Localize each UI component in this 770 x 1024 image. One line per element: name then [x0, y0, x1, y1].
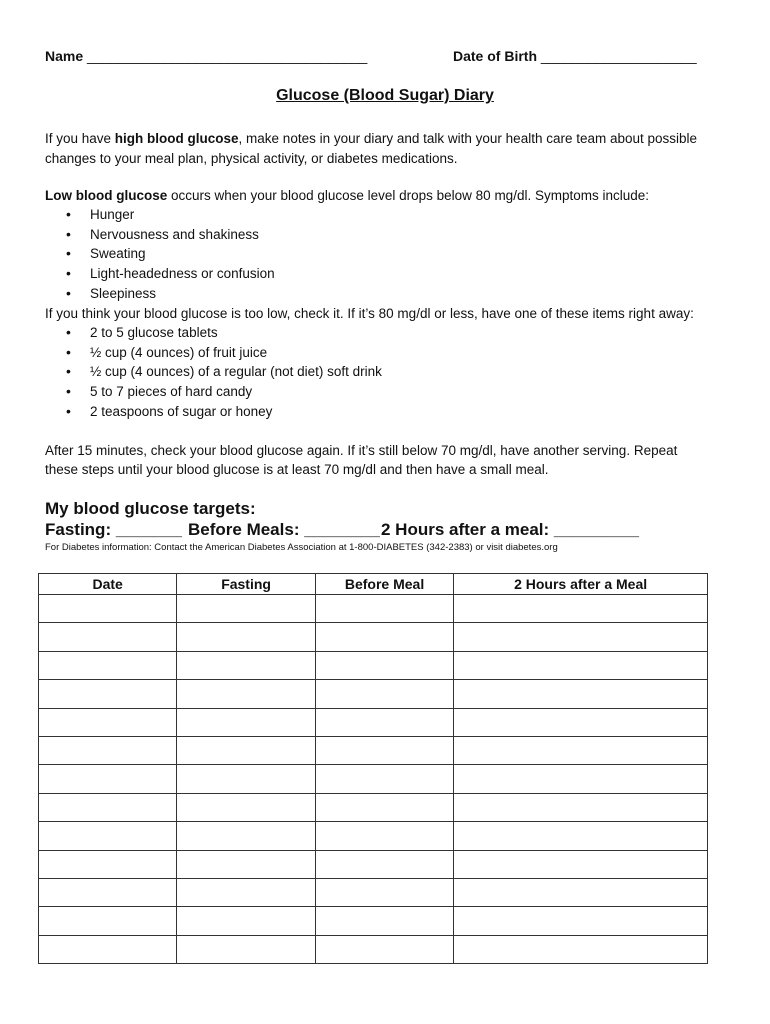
cell-before-meal[interactable]: [315, 708, 453, 736]
table-row: [39, 623, 708, 651]
date-of-birth-field[interactable]: [453, 48, 697, 64]
high-para-pre: If you have: [45, 131, 115, 146]
symptom-item: Hunger: [90, 207, 135, 222]
cell-before-meal[interactable]: [315, 793, 453, 821]
cell-date[interactable]: [39, 680, 177, 708]
cell-date[interactable]: [39, 736, 177, 764]
cell-date[interactable]: [39, 935, 177, 963]
bullet-icon: •: [66, 284, 71, 301]
cell-fasting[interactable]: [177, 736, 315, 764]
cell-fasting[interactable]: [177, 708, 315, 736]
bullet-icon: •: [66, 225, 71, 242]
bullet-icon: •: [66, 324, 71, 340]
name-label: Name: [45, 48, 84, 64]
cell-two-hours-after[interactable]: [454, 736, 708, 764]
cell-before-meal[interactable]: [315, 623, 453, 651]
cell-fasting[interactable]: [177, 595, 315, 623]
cell-before-meal[interactable]: [315, 651, 453, 679]
cell-fasting[interactable]: [177, 793, 315, 821]
glucose-diary-table: [38, 573, 708, 964]
low-para-bold: Low blood glucose: [45, 188, 168, 203]
bullet-icon: •: [66, 343, 71, 360]
cell-fasting[interactable]: [177, 878, 315, 906]
low-glucose-paragraph: [45, 186, 649, 206]
column-header-date: Date: [39, 574, 177, 595]
table-row: [39, 907, 708, 935]
bullet-icon: •: [66, 265, 71, 282]
bullet-icon: •: [66, 402, 71, 419]
cell-before-meal[interactable]: [315, 850, 453, 878]
treatment-item: 2 teaspoons of sugar or honey: [90, 403, 273, 419]
table-row: [39, 680, 708, 708]
bullet-icon: •: [66, 245, 71, 262]
high-para-post: , make notes in your diary and talk with your health care team about possible: [238, 131, 698, 146]
cell-before-meal[interactable]: [315, 935, 453, 963]
cell-fasting[interactable]: [177, 822, 315, 850]
column-header-before-meal: Before Meal: [315, 574, 453, 595]
cell-date[interactable]: [39, 765, 177, 793]
treatment-intro: If you think your blood glucose is too low, check it. If it’s 80 mg/dl or less, have one of these items right away:: [45, 306, 694, 321]
table-row: [39, 850, 708, 878]
cell-date[interactable]: [39, 793, 177, 821]
before-meals-target[interactable]: Before Meals: ________: [188, 520, 380, 539]
cell-two-hours-after[interactable]: [454, 822, 708, 850]
page-title-text: Glucose (Blood Sugar) Diary: [276, 87, 494, 104]
bullet-icon: •: [66, 206, 71, 222]
cell-two-hours-after[interactable]: [454, 878, 708, 906]
targets-heading: My blood glucose targets:: [45, 499, 256, 518]
table-row: [39, 651, 708, 679]
cell-two-hours-after[interactable]: [454, 595, 708, 623]
symptom-item: Sleepiness: [90, 285, 157, 301]
cell-date[interactable]: [39, 651, 177, 679]
cell-date[interactable]: [39, 595, 177, 623]
cell-fasting[interactable]: [177, 623, 315, 651]
table-row: [39, 822, 708, 850]
cell-before-meal[interactable]: [315, 736, 453, 764]
fasting-target[interactable]: Fasting: _______: [45, 520, 183, 539]
dob-label: Date of Birth: [453, 48, 537, 64]
cell-before-meal[interactable]: [315, 878, 453, 906]
table-row: [39, 708, 708, 736]
treatment-item: ½ cup (4 ounces) of fruit juice: [90, 344, 268, 360]
cell-fasting[interactable]: [177, 680, 315, 708]
cell-date[interactable]: [39, 878, 177, 906]
bullet-icon: •: [66, 383, 71, 400]
cell-two-hours-after[interactable]: [454, 935, 708, 963]
high-glucose-paragraph-line2: changes to your meal plan, physical activity, or diabetes medications.: [45, 151, 458, 166]
cell-fasting[interactable]: [177, 765, 315, 793]
cell-two-hours-after[interactable]: [454, 623, 708, 651]
diabetes-info: For Diabetes information: Contact the American Diabetes Association at 1-800-DIABETES (342-2383) or visit diabetes.org: [45, 542, 558, 553]
table-row: [39, 736, 708, 764]
after-paragraph-line2: these steps until your blood glucose is at least 70 mg/dl and then have a small meal.: [45, 462, 549, 477]
cell-date[interactable]: [39, 907, 177, 935]
cell-fasting[interactable]: [177, 907, 315, 935]
column-header-two-hours-after: 2 Hours after a Meal: [454, 574, 708, 595]
symptom-item: Sweating: [90, 246, 146, 262]
high-para-bold: high blood glucose: [114, 131, 239, 146]
after-meal-target[interactable]: 2 Hours after a meal: _________: [381, 520, 639, 539]
cell-two-hours-after[interactable]: [454, 765, 708, 793]
table-row: [39, 595, 708, 623]
high-glucose-paragraph: [45, 129, 697, 149]
column-header-fasting: Fasting: [177, 574, 315, 595]
cell-before-meal[interactable]: [315, 680, 453, 708]
cell-fasting[interactable]: [177, 935, 315, 963]
treatment-item: ½ cup (4 ounces) of a regular (not diet) soft drink: [90, 364, 382, 380]
cell-date[interactable]: [39, 850, 177, 878]
cell-fasting[interactable]: [177, 651, 315, 679]
cell-before-meal[interactable]: [315, 822, 453, 850]
table-row: [39, 793, 708, 821]
treatment-item: 2 to 5 glucose tablets: [90, 325, 218, 340]
cell-two-hours-after[interactable]: [454, 708, 708, 736]
cell-two-hours-after[interactable]: [454, 651, 708, 679]
page-title: [0, 87, 770, 105]
cell-two-hours-after[interactable]: [454, 793, 708, 821]
bullet-icon: •: [66, 363, 71, 380]
cell-fasting[interactable]: [177, 850, 315, 878]
cell-two-hours-after[interactable]: [454, 680, 708, 708]
cell-date[interactable]: [39, 623, 177, 651]
after-paragraph-line1: After 15 minutes, check your blood glucose again. If it’s still below 70 mg/dl, have another serving. Repeat: [45, 443, 678, 458]
treatment-item: 5 to 7 pieces of hard candy: [90, 384, 253, 400]
low-para-post: occurs when your blood glucose level drops below 80 mg/dl. Symptoms include:: [167, 188, 649, 203]
symptom-item: Light-headedness or confusion: [90, 266, 275, 282]
name-field[interactable]: [45, 48, 367, 64]
name-blank: ____________________________________: [87, 48, 368, 64]
table-row: [39, 765, 708, 793]
cell-two-hours-after[interactable]: [454, 907, 708, 935]
cell-before-meal[interactable]: [315, 595, 453, 623]
cell-date[interactable]: [39, 708, 177, 736]
cell-date[interactable]: [39, 822, 177, 850]
table-body: [39, 595, 708, 964]
cell-before-meal[interactable]: [315, 765, 453, 793]
table-row: [39, 878, 708, 906]
table-header-row: [39, 574, 708, 595]
symptom-item: Nervousness and shakiness: [90, 226, 259, 242]
cell-before-meal[interactable]: [315, 907, 453, 935]
cell-two-hours-after[interactable]: [454, 850, 708, 878]
dob-blank: ____________________: [540, 48, 697, 64]
table-row: [39, 935, 708, 963]
